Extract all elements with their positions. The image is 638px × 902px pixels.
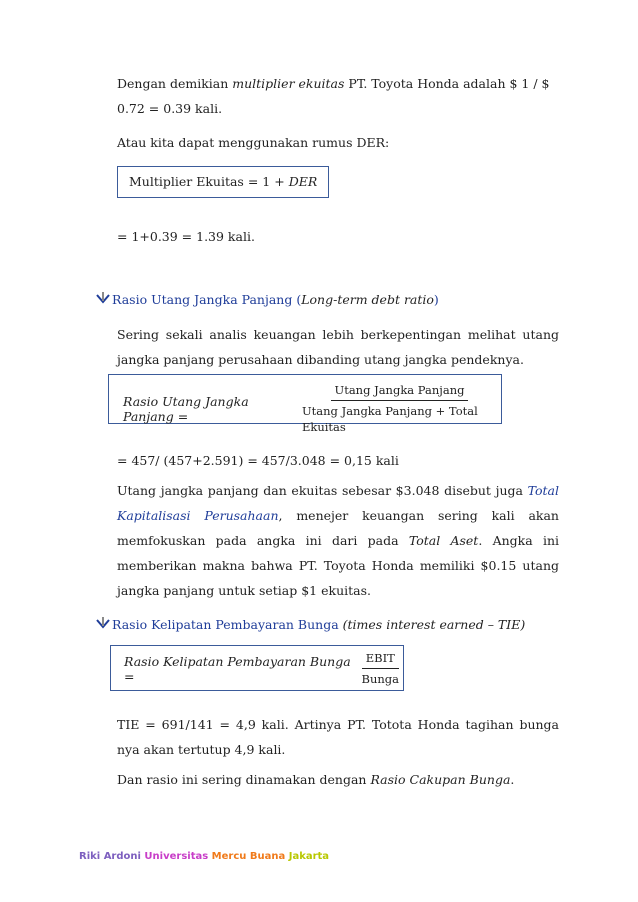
formula-label: Rasio Utang Jangka Panjang = [123,393,249,424]
fraction [358,650,403,687]
paren: ( [292,292,302,307]
text: , menejer keuangan sering kali akan memfokuskan pada angka ini dari pada [117,508,559,548]
formula-label: Multiplier Ekuitas [129,174,244,189]
footer-univ-3: Jakarta [288,851,330,862]
text: Dan rasio ini sering dinamakan dengan [117,772,371,787]
formula-label: Rasio Kelipatan Pembayaran Bunga = [124,653,351,684]
text: . [510,772,515,787]
formula-box-multiplier [117,166,329,198]
section-subtitle: (times interest earned – TIE) [338,617,526,632]
fraction [298,382,501,435]
section-subtitle: Long-term debt ratio [301,292,434,307]
italic-term: multiplier ekuitas [232,76,345,91]
text: Utang jangka panjang dan ekuitas sebesar $3.048 disebut juga [117,483,528,498]
formula-tie [124,650,403,687]
italic-term: Total Aset [408,533,479,548]
formula-long-term-debt [123,382,501,435]
section-title: Rasio Utang Jangka Panjang [112,292,293,307]
numerator: EBIT [362,650,399,669]
arrow-down-icon [96,292,110,304]
numerator: Utang Jangka Panjang [331,382,469,401]
formula-variable: DER [288,174,318,189]
formula-operator: = 1 + [247,174,285,189]
section-title: Rasio Kelipatan Pembayaran Bunga [112,617,339,632]
denominator: Bunga [361,672,399,686]
footer-univ-2: Mercu Buana [211,851,286,862]
formula-box-long-term-debt [108,374,502,434]
paragraph-multiplier [117,71,559,121]
section-heading-tie [96,615,525,635]
denominator: Utang Jangka Panjang + Total Ekuitas [301,404,478,434]
paragraph-coverage [117,767,559,792]
text: Dengan demikian [117,76,233,91]
italic-term: Rasio Cakupan Bunga [370,772,511,787]
paragraph-tie-result: TIE = 691/141 = 4,9 kali. Artinya PT. Totota Honda tagihan bunga nya akan tertutup 4,9 kali. [117,717,559,757]
paragraph-total-capitalization [117,478,559,603]
total-capitalization-term: Total Kapitalisasi Perusahaan [117,483,559,523]
formula-box-tie [110,645,404,691]
paragraph-der-intro: Atau kita dapat menggunakan rumus DER: [117,135,390,150]
arrow-down-icon [96,617,110,629]
text: PT. Toyota Honda adalah $ 1 / $ 0.72 = 0.39 kali. [117,76,550,116]
paren: ) [433,292,439,307]
text: . Angka ini memberikan makna bahwa PT. Toyota Honda memiliki $0.15 utang jangka panjang untuk setiap $1 ekuitas. [117,533,559,598]
result-long-term-debt: = 457/ (457+2.591) = 457/3.048 = 0,15 kali [117,453,399,468]
footer-author: Riki Ardoni [79,851,141,862]
section-heading-long-term-debt [96,290,439,310]
footer-univ-1: Universitas [144,851,209,862]
footer [79,851,329,862]
result-multiplier: = 1+0.39 = 1.39 kali. [117,229,255,244]
formula-multiplier [129,173,317,191]
bullet-arrow-icon [96,615,112,635]
bullet-arrow-icon [96,290,112,310]
paragraph-long-term-intro: Sering sekali analis keuangan lebih berkepentingan melihat utang jangka panjang perusahaan dibanding utang jangka pendeknya. [117,327,559,367]
